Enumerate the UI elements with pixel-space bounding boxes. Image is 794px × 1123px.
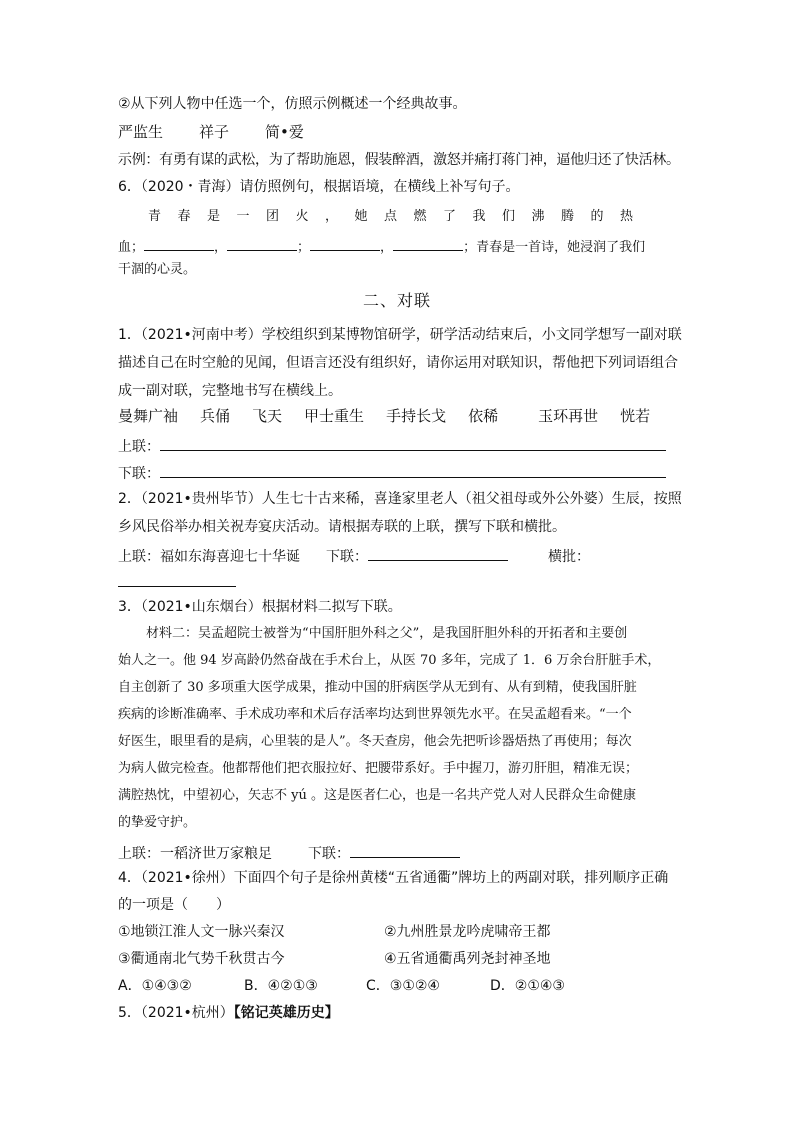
c4-option-d[interactable]: D．②①④③	[490, 978, 565, 994]
word-item: 曼舞广袖	[118, 407, 179, 425]
c5-line	[118, 1003, 339, 1023]
material-line: 为病人做完检查。他都帮他们把衣服拉好、把腰带系好。手中握刀，游刃肝胆，精准无误；	[118, 761, 639, 776]
word-item: 甲士重生	[304, 407, 365, 425]
character-list	[118, 122, 304, 142]
lower-couplet-blank[interactable]	[350, 841, 460, 858]
c4-item: ③衢通南北气势千秋贯古今	[118, 951, 285, 967]
c3-upper: 上联：一稻济世万家粮足	[118, 846, 272, 862]
example-text: 示例：有勇有谋的武松，为了帮助施恩，假装醉酒，激怒并痛打蒋门神，逼他归还了快活林。	[118, 152, 680, 168]
material-line: 始人之一。他 94 岁高龄仍然奋战在手术台上，从医 70 多年，完成了 1．6 万余台肝脏手术，	[118, 653, 661, 668]
answer-blank[interactable]	[227, 234, 297, 251]
c4-stem-line2: 的一项是（ ）	[118, 897, 230, 913]
instruction-2: ②从下列人物中任选一个，仿照示例概述一个经典故事。	[118, 96, 467, 112]
lower-couplet-blank[interactable]	[160, 461, 666, 478]
material-line: 材料二：吴孟超院士被誉为“中国肝胆外科之父”，是我国肝胆外科的开拓者和主要创	[146, 626, 628, 641]
c2-upper: 上联：福如东海喜迎七十华诞	[118, 549, 300, 565]
q6-passage-line3: 干涸的心灵。	[118, 262, 197, 277]
c3-stem: 3．（2021•山东烟台）根据材料二拟写下联。	[118, 599, 402, 615]
c1-lower-line: 下联：	[118, 461, 666, 484]
c1-stem-line2: 描述自己在时空舱的见闻，但语言还没有组织好，请你运用对联知识，帮他把下列词语组合	[118, 355, 678, 371]
c1-stem-line1: 1．（2021•河南中考）学校组织到某博物馆研学，研学活动结束后，小文同学想写一副对联	[118, 327, 682, 343]
answer-blank[interactable]	[310, 234, 380, 251]
q6-stem: 6．（2020・青海）请仿照例句，根据语境，在横线上补写句子。	[118, 179, 520, 195]
c4-option-c[interactable]: C．③①②④	[366, 978, 440, 994]
c1-stem-line3: 成一副对联，完整地书写在横线上。	[118, 383, 342, 399]
c4-item: ①地锁江淮人文一脉兴秦汉	[118, 924, 285, 940]
c2-horizontal-line	[118, 570, 236, 593]
c5-tag: 【铭记英雄历史】	[233, 1005, 339, 1021]
c2-answer-line: 上联：福如东海喜迎七十华诞 下联： 横批：	[118, 544, 590, 567]
material-line: 好医生，眼里看的是病，心里装的是人”。冬天查房，他会先把听诊器焐热了再使用；每次	[118, 734, 632, 749]
horizontal-scroll-blank[interactable]	[118, 570, 236, 587]
c4-item: ②九州胜景龙吟虎啸帝王都	[384, 924, 551, 940]
word-item: 玉环再世	[538, 407, 599, 425]
c4-item: ④五省通衢禹列尧封神圣地	[384, 951, 551, 967]
upper-couplet-blank[interactable]	[160, 434, 666, 451]
answer-blank[interactable]	[144, 234, 214, 251]
c2-stem-line2: 乡风民俗举办相关祝寿宴庆活动。请根据寿联的上联，撰写下联和横批。	[118, 519, 566, 535]
c4-option-a[interactable]: A．①④③②	[118, 978, 192, 994]
material-line: 的挚爱守护。	[118, 815, 197, 830]
q6-passage-line2: 血； ， ； ， ；青春是一首诗，她浸润了我们	[118, 234, 645, 258]
character-option: 严监生	[118, 123, 164, 141]
word-item: 飞天	[252, 407, 283, 425]
lower-couplet-blank[interactable]	[368, 544, 508, 561]
material-line: 疾病的诊断准确率、手术成功率和术后存活率均达到世界领先水平。在吴孟超看来。“一个	[118, 707, 632, 722]
c1-word-bank	[118, 406, 650, 426]
character-option: 祥子	[199, 123, 230, 141]
word-item: 恍若	[620, 407, 651, 425]
material-line: 自主创新了 30 多项重大医学成果，推动中国的肝病医学从无到有、从有到精，使我国肝脏	[118, 680, 637, 695]
q6-passage-line1: 青春是一团火，她点燃了我们沸腾的热	[148, 209, 650, 224]
character-option: 简•爱	[265, 123, 304, 141]
c2-stem-line1: 2．（2021•贵州毕节）人生七十古来稀，喜逢家里老人（祖父祖母或外公外婆）生辰，按照	[118, 491, 682, 507]
c3-answer-line: 上联：一稻济世万家粮足 下联：	[118, 841, 460, 864]
section-title: 二、对联	[362, 291, 431, 310]
word-item: 依稀	[468, 407, 499, 425]
material-line: 满腔热忱，中望初心，矢志不 yú 。这是医者仁心，也是一名共产党人对人民群众生命健康	[118, 788, 636, 803]
c4-option-b[interactable]: B．④②①③	[244, 978, 318, 994]
c5-stem: 5．（2021•杭州）	[118, 1005, 234, 1021]
word-item: 手持长戈	[386, 407, 447, 425]
word-item: 兵俑	[200, 407, 231, 425]
c1-upper-line: 上联：	[118, 434, 666, 457]
c4-stem-line1: 4．（2021•徐州）下面四个句子是徐州黄楼“五省通衢”牌坊上的两副对联，排列顺序正确	[118, 870, 669, 886]
answer-blank[interactable]	[393, 234, 463, 251]
